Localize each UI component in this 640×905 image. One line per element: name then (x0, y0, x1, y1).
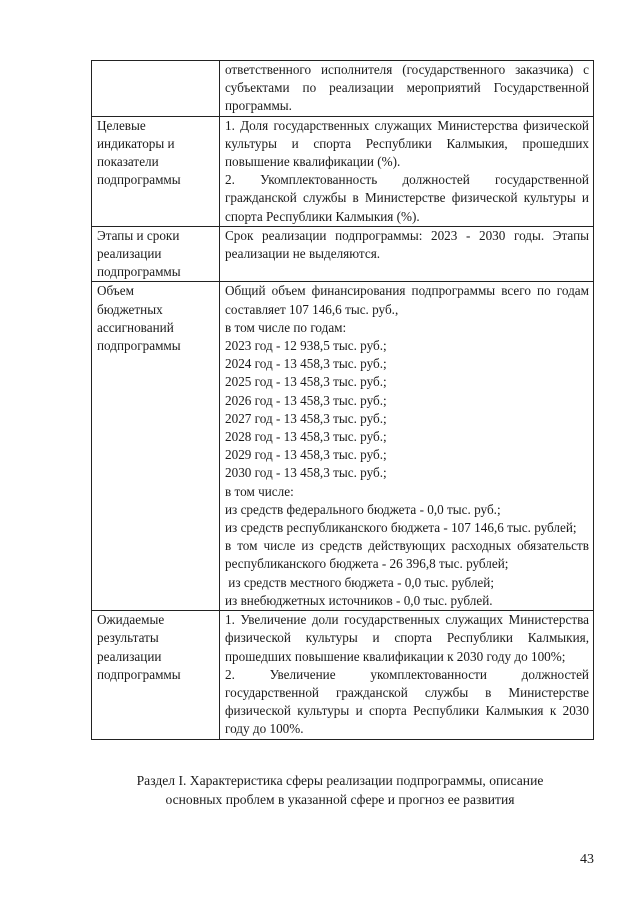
row-content-budget (220, 282, 594, 611)
row-label-results: Ожидаемые результаты реализации подпрограммы (92, 611, 220, 739)
section-title-line: Раздел I. Характеристика сферы реализации подпрограммы, описание (136, 773, 544, 788)
section-title-line: основных проблем в указанной сфере и прогноз ее развития (165, 792, 515, 807)
content-paragraph: 1. Увеличение доли государственных служащих Министерства физической культуры и спорта Республики Калмыкия, прошедших повышение квалификации к 2030 году до 100%; (225, 612, 589, 664)
content-line: в том числе: (225, 483, 294, 499)
row-content-stages (220, 226, 594, 282)
content-line: 2030 год - 13 458,3 тыс. руб.; (225, 465, 387, 481)
content-paragraph: 2. Увеличение укомплектованности должностей государственной гражданской службы в Министерстве физической культуры и спорта Республики Калмыкия к 2030 году до 100%. (225, 666, 589, 737)
content-line: 2024 год - 13 458,3 тыс. руб.; (225, 356, 387, 372)
content-line: 2025 год - 13 458,3 тыс. руб.; (225, 374, 387, 390)
table-row (92, 116, 594, 226)
page-number: 43 (580, 852, 594, 867)
table-row (92, 226, 594, 282)
content-paragraph: 2. Укомплектованность должностей государственной гражданской службы в Министерстве физической культуры и спорта Республики Калмыкия (%). (225, 172, 589, 224)
content-paragraph: в том числе из средств действующих расходных обязательств республиканского бюджета - 26 396,8 тыс. рублей; (225, 538, 589, 572)
content-line: 2023 год - 12 938,5 тыс. руб.; (225, 338, 387, 354)
table-row (92, 611, 594, 739)
row-label-indicators: Целевые индикаторы и показатели подпрограммы (92, 116, 220, 226)
table-row (92, 61, 594, 117)
content-paragraph: Срок реализации подпрограммы: 2023 - 2030 годы. Этапы реализации не выделяются. (225, 227, 589, 262)
content-line: 2029 год - 13 458,3 тыс. руб.; (225, 447, 387, 463)
content-line: в том числе по годам: (225, 319, 347, 335)
content-line: из средств местного бюджета - 0,0 тыс. рублей; (225, 574, 494, 590)
section-title (100, 771, 580, 809)
content-paragraph: Общий объем финансирования подпрограммы всего по годам составляет 107 146,6 тыс. руб., (225, 283, 589, 317)
content-paragraph: ответственного исполнителя (государственного заказчика) с субъектами по реализации мероприятий Государственной программы. (225, 62, 589, 114)
row-label-empty (92, 61, 220, 117)
row-content-indicators (220, 116, 594, 226)
row-label-budget: Объем бюджетных ассигнований подпрограммы (92, 282, 220, 611)
table-row (92, 282, 594, 611)
content-line: 2026 год - 13 458,3 тыс. руб.; (225, 392, 387, 408)
content-paragraph: 1. Доля государственных служащих Министерства физической культуры и спорта Республики Калмыкия, прошедших повышение квалификации (%). (225, 117, 589, 170)
subprogram-passport-table (91, 60, 594, 740)
row-label-stages: Этапы и сроки реализации подпрограммы (92, 226, 220, 282)
content-line: 2028 год - 13 458,3 тыс. руб.; (225, 429, 387, 445)
content-line: из внебюджетных источников - 0,0 тыс. рублей. (225, 592, 493, 608)
row-content-executor (220, 61, 594, 117)
row-content-results (220, 611, 594, 739)
content-line: из средств федерального бюджета - 0,0 тыс. руб.; (225, 501, 501, 517)
content-paragraph: из средств республиканского бюджета - 107 146,6 тыс. рублей; (225, 520, 577, 536)
content-line: 2027 год - 13 458,3 тыс. руб.; (225, 410, 387, 426)
